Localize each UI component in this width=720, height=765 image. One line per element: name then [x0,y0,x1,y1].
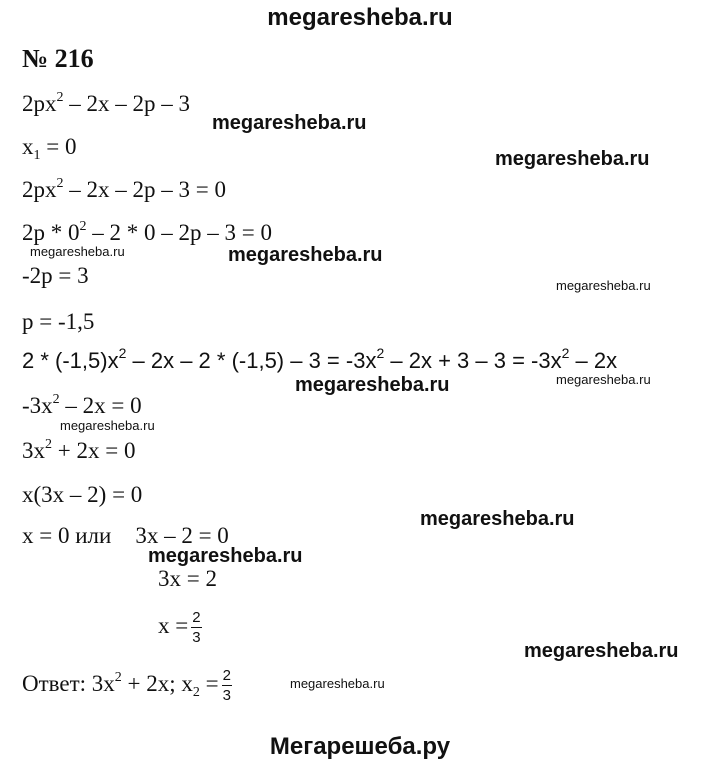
substituted-expression-line: $2 * (-1,5)x^2 - 2x - 2 * (-1,5) - 3 = -3x^2 - 2x + 3 - 3 = -3x^2 - 2x$ [22,345,618,373]
equation-line: $2px^2 - 2x - 2p - 3 = 0$ [22,176,226,202]
watermark: megaresheba.ru [524,640,679,662]
equation-line-2: $-3x^2 - 2x = 0$ [22,392,142,418]
watermark: megaresheba.ru [290,676,385,691]
cases-line: x = 0 или 3x – 2 = 0 [22,523,229,548]
answer-line: Ответ: $3x^2 + 2x$; $x_2$ = $\frac{2}{3}$ [22,667,231,704]
watermark: megaresheba.ru [212,112,367,134]
factored-line: x(3x – 2) = 0 [22,482,143,507]
watermark: megaresheba.ru [556,278,651,293]
watermark: megaresheba.ru [556,372,651,387]
solve-p-line: -2p = 3 [22,263,89,288]
case-result-line: x = $\frac{2}{3}$ [158,609,201,646]
substitution-line: $2p * 0^2 - 2 * 0 - 2p - 3 = 0$ [22,219,272,245]
header-watermark: megaresheba.ru [267,4,453,31]
watermark: megaresheba.ru [30,244,125,259]
problem-number: № 216 [22,44,94,73]
root-line: $x_1 = 0$ [22,134,77,163]
p-value-line: p = -1,5 [22,309,95,334]
watermark: megaresheba.ru [148,545,303,567]
answer-fraction: $\frac{2}{3}$ [222,667,231,704]
fraction: $\frac{2}{3}$ [192,609,201,646]
watermark: megaresheba.ru [495,148,650,170]
case-step-line: 3x = 2 [158,566,217,591]
footer-watermark: Мегарешеба.ру [269,733,451,760]
watermark: megaresheba.ru [60,418,155,433]
watermark: megaresheba.ru [228,244,383,266]
expression-line: $2px^2 - 2x - 2p - 3$ [22,90,190,116]
equation-line-3: $3x^2 + 2x = 0$ [22,437,136,463]
watermark: megaresheba.ru [420,508,575,530]
watermark: megaresheba.ru [295,374,450,396]
